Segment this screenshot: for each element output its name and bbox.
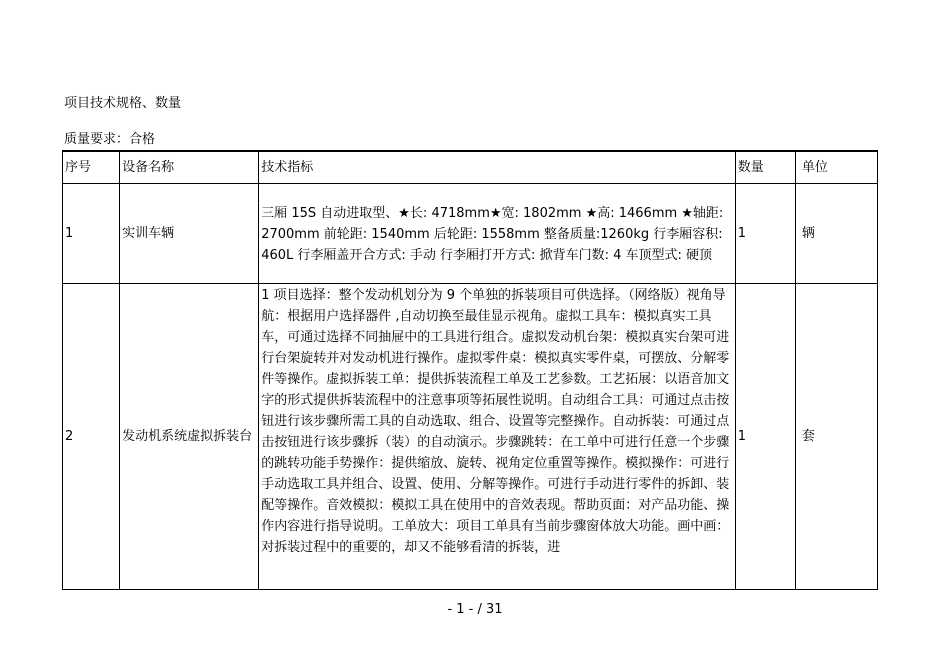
- header-qty: 数量: [735, 151, 795, 184]
- cell-qty: 1: [735, 184, 795, 284]
- cell-unit: 套: [795, 284, 877, 590]
- cell-no: 2: [63, 284, 120, 590]
- cell-name: 实训车辆: [120, 184, 259, 284]
- header-unit: 单位: [795, 151, 877, 184]
- cell-spec: 1 项目选择：整个发动机划分为 9 个单独的拆装项目可供选择。（网络版）视角导航：根据用户选择器件 ,自动切换至最佳显示视角。虚拟工具车：模拟真实工具车，可通过选择不同抽屉中的工具进行组合。虚拟发动机台架：模拟真实台架可进行台架旋转并对发动机进行操作。虚拟零件桌：模拟真实零件桌，可摆放、分解零件等操作。虚拟拆装工单：提供拆装流程工单及工艺参数。工艺拓展：以语音加文字的形式提供拆装流程中的注意事项等拓展性说明。自动组合工具：可通过点击按钮进行该步骤所需工具的自动选取、组合、设置等完整操作。自动拆装：可通过点击按钮进行该步骤拆（装）的自动演示。步骤跳转：在工单中可进行任意一个步骤的跳转功能手势操作：提供缩放、旋转、视角定位重置等操作。模拟操作：可进行手动选取工具并组合、设置、使用、分解等操作。可进行手动进行零件的拆卸、装配等操作。音效模拟：模拟工具在使用中的音效表现。帮助页面：对产品功能、操作内容进行指导说明。工单放大：项目工单具有当前步骤窗体放大功能。画中画：对拆装过程中的重要的，却又不能够看清的拆装，进: [259, 284, 736, 590]
- cell-unit: 辆: [795, 184, 877, 284]
- page-number: - 1 - / 31: [447, 602, 503, 617]
- spec-table: [62, 150, 878, 590]
- cell-spec: 三厢 15S 自动进取型、★长: 4718mm★宽: 1802mm ★高: 1466mm ★轴距: 2700mm 前轮距: 1540mm 后轮距: 1558mm 整备质量:1260kg 行李厢容积: 460L 行李厢盖开合方式: 手动 行李厢打开方式: 掀背车门数: 4 车顶型式: 硬顶: [259, 184, 736, 284]
- header-name: 设备名称: [120, 151, 259, 184]
- cell-qty: 1: [735, 284, 795, 590]
- table-row: [63, 184, 878, 284]
- quality-requirement: 质量要求：合格: [64, 132, 156, 147]
- document-title: 项目技术规格、数量: [64, 96, 182, 111]
- cell-name: 发动机系统虚拟拆装台: [120, 284, 259, 590]
- header-no: 序号: [63, 151, 120, 184]
- header-spec: 技术指标: [259, 151, 736, 184]
- table-row: [63, 284, 878, 590]
- cell-no: 1: [63, 184, 120, 284]
- table-header-row: [63, 151, 878, 184]
